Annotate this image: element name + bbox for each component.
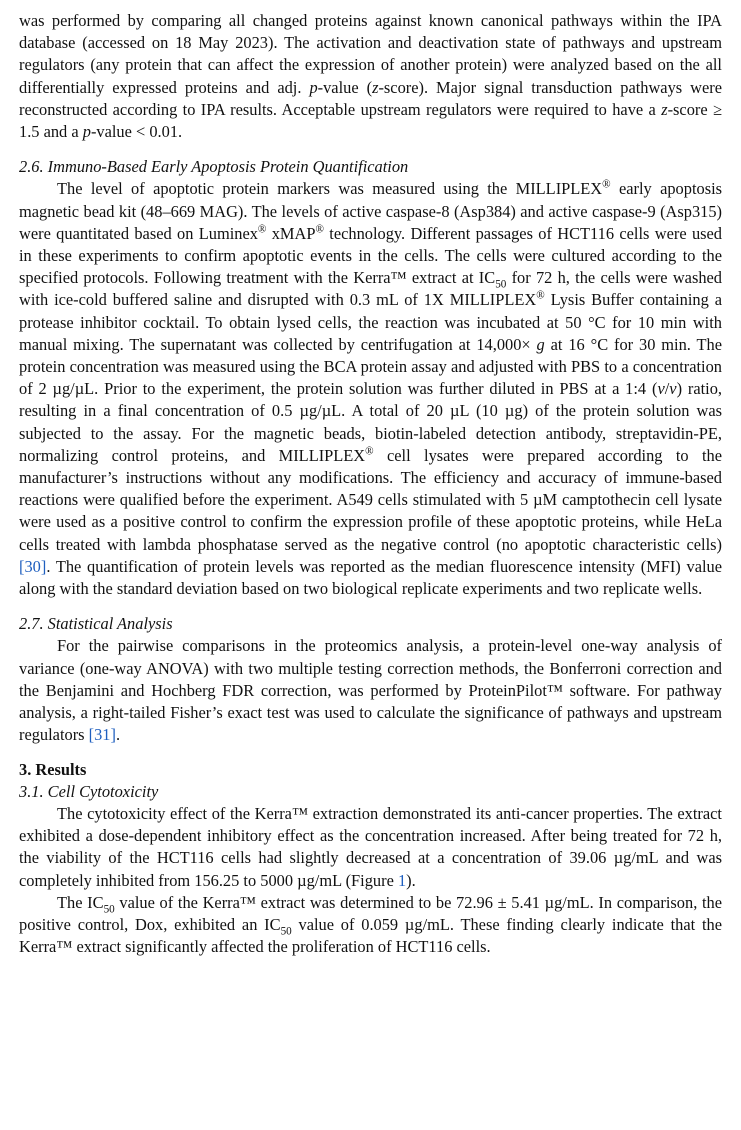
text-run: at 16 °C for 30 min. The protein concentration was measured using the BCA protein assay and adjusted with PBS to a concentration of 2 µg/µL. Prior to the experiment, the protein solution was further diluted in PBS at a 1:4 (	[19, 334, 722, 399]
superscript-text: ®	[602, 178, 611, 191]
reference-link[interactable]: 1	[397, 870, 407, 890]
text-run: technology. Different passages of HCT116 cells were used in these experiments to confirm apoptotic events in the cells. The cells were cultured according to the specified protocols. Following treatment with the Kerra™ extract at IC	[19, 223, 722, 288]
text-run: /	[664, 379, 670, 399]
text-run: ) ratio, resulting in a final concentration of 0.5 µg/µL. A total of 20 µL (10 µg) of the protein solution was subjected to the assay. For the magnetic beads, biotin-labeled detection antibody, streptavidin-PE, normalizing control proteins, and MILLIPLEX	[19, 379, 722, 465]
reference-link[interactable]: [31]	[88, 725, 116, 745]
superscript-text: ®	[257, 223, 267, 236]
text-run: -score). Major signal transduction pathways were reconstructed according to IPA results. Acceptable upstream regulators were required to have a	[19, 77, 722, 119]
superscript-text: ®	[365, 445, 374, 458]
subsection-heading: 2.6. Immuno-Based Early Apoptosis Protein Quantification	[19, 157, 409, 177]
italic-text: p	[309, 77, 318, 97]
italic-text: z	[661, 99, 668, 119]
text-run: .	[115, 725, 121, 745]
italic-text: z	[372, 77, 379, 97]
text-run: ).	[406, 870, 416, 890]
text-run: was performed by comparing all changed proteins against known canonical pathways within the IPA database (accessed on 18 May 2023). The activation and deactivation state of pathways and upstream regulators (any protein that can affect the expression of another protein) were analyzed based on the all differentially expressed proteins and adj.	[19, 11, 722, 97]
body-paragraph	[19, 10, 722, 143]
subsection-heading: 2.7. Statistical Analysis	[19, 614, 173, 634]
text-run: -value < 0.01.	[90, 122, 183, 142]
italic-text: v	[669, 379, 677, 399]
italic-text: v	[657, 379, 665, 399]
text-run: cell lysates were prepared according to the manufacturer’s instructions without any modifications. The efficiency and accuracy of immune-based reactions were qualified before the experiment. A549 cells stimulated with 5 µM camptothecin cell lysate were used as a positive control to confirm the expression profile of these apoptotic proteins, while HeLa cells treated with lambda phosphatase served as the negative control (no apoptotic characteristic cells)	[19, 445, 723, 554]
subsection-heading: 3.1. Cell Cytotoxicity	[19, 781, 159, 801]
superscript-text: ®	[315, 223, 324, 236]
body-paragraph	[19, 178, 722, 600]
body-paragraph	[19, 803, 722, 892]
body-paragraph	[19, 635, 722, 746]
text-run: value of 0.059 µg/mL. These finding clearly indicate that the Kerra™ extract significantly affected the proliferation of HCT116 cells.	[19, 914, 722, 957]
text-run: -value (	[317, 77, 373, 97]
text-run: for 72 h, the cells were washed with ice-cold buffered saline and disrupted with 0.3 mL of 1X MILLIPLEX	[19, 268, 722, 310]
text-run: For the pairwise comparisons in the proteomics analysis, a protein-level one-way analysis of variance (one-way ANOVA) with two multiple testing correction methods, the Bonferroni correction and the Benjamini and Hochberg FDR correction, was performed by ProteinPilot™ software. For pathway analysis, a right-tailed Fisher’s exact test was used to calculate the significance of pathways and upstream regulators	[19, 636, 722, 745]
subscript-text: 50	[280, 925, 292, 938]
text-run: The IC	[57, 892, 104, 912]
section-heading: 3. Results	[19, 759, 87, 779]
text-run: . The quantification of protein levels was reported as the median fluorescence intensity (MFI) value along with the standard deviation based on two biological replicate experiments and two replicate wells.	[19, 556, 722, 599]
text-run: Lysis Buffer containing a protease inhibitor cocktail. To obtain lysed cells, the reaction was incubated at 50 °C for 10 min with manual mixing. The supernatant was collected by centrifugation at 14,000×	[19, 290, 722, 354]
italic-text: g	[536, 334, 545, 354]
text-run: The level of apoptotic protein markers was measured using the MILLIPLEX	[57, 179, 603, 199]
body-paragraph	[19, 892, 722, 959]
subscript-text: 50	[495, 278, 507, 291]
reference-link[interactable]: [30]	[19, 556, 47, 576]
italic-text: p	[82, 122, 91, 142]
text-run: xMAP	[266, 223, 316, 243]
text-run: early apoptosis magnetic bead kit (48–669 MAG). The levels of active caspase-8 (Asp384) and active caspase-9 (Asp315) were quantitated based on Luminex	[19, 179, 723, 243]
text-run: -score ≥ 1.5 and a	[19, 99, 722, 142]
text-run: The cytotoxicity effect of the Kerra™ extraction demonstrated its anti-cancer properties. The extract exhibited a dose-dependent inhibitory effect as the concentration increased. After being treated for 72 h, the viability of the HCT116 cells had slightly decreased at a concentration of 39.06 µg/mL and was completely inhibited from 156.25 to 5000 µg/mL (Figure	[19, 803, 722, 890]
text-run: value of the Kerra™ extract was determined to be 72.96 ± 5.41 µg/mL. In comparison, the positive control, Dox, exhibited an IC	[19, 892, 722, 934]
subscript-text: 50	[103, 903, 115, 915]
superscript-text: ®	[536, 289, 545, 302]
